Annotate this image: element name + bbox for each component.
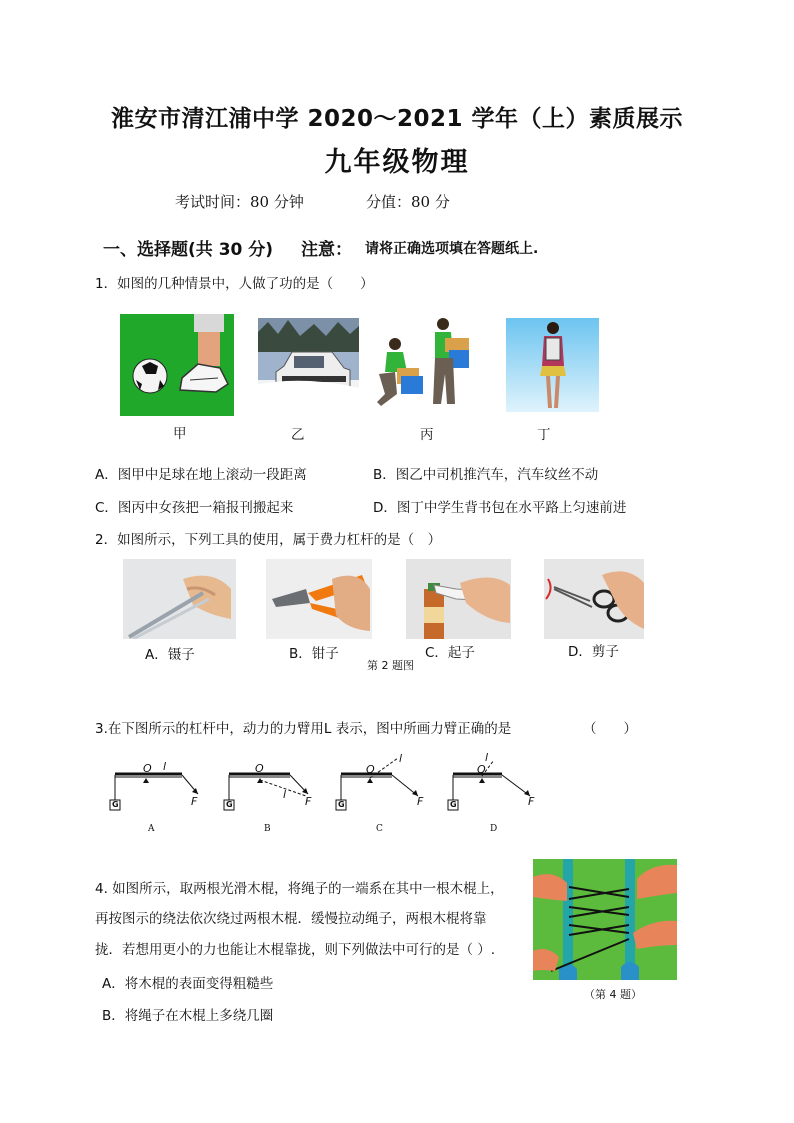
lever-b	[224, 774, 308, 834]
lever-c-letter: C	[376, 824, 383, 834]
q1-option-b: B．图乙中司机推汽车，汽车纹丝不动	[373, 467, 599, 483]
q2-image-tweezers	[123, 559, 236, 639]
q4-figure-caption: （第 4 题）	[584, 988, 642, 1001]
lever-d-o-label: O	[477, 763, 486, 776]
q4-line-2: 再按图示的绕法依次绕过两根木棍．缓慢拉动绳子，两根木棍将靠	[95, 911, 487, 927]
lever-a	[110, 774, 198, 834]
q4-option-b: B．将绳子在木棍上多绕几圈	[102, 1008, 274, 1024]
q4-line-3: 拢．若想用更小的力也能让木棍靠拢，则下列做法中可行的是（ ）.	[95, 942, 496, 958]
lever-a-g-label: G	[112, 800, 119, 809]
lever-a-o-label: O	[143, 762, 152, 775]
q1-caption-yi: 乙	[291, 427, 305, 443]
lever-b-letter: B	[264, 824, 271, 834]
exam-title: 淮安市清江浦中学 2020～2021 学年（上）素质展示	[110, 106, 684, 132]
q2-stem: 2．如图所示，下列工具的使用，属于费力杠杆的是（ ）	[95, 532, 442, 548]
note-text: 请将正确选项填在答题纸上.	[365, 241, 539, 257]
note-label: 注意：	[301, 240, 352, 260]
q3-paren: （ ）	[583, 721, 637, 737]
q2-caption-b: B．钳子	[289, 646, 339, 662]
lever-b-g-label: G	[226, 800, 233, 809]
lever-d-l-label: l	[485, 751, 489, 764]
q4-option-a: A．将木棍的表面变得粗糙些	[102, 976, 274, 992]
lever-d-f-label: F	[528, 795, 535, 808]
exam-score: 分值：80 分	[366, 193, 450, 211]
lever-d-g-label: G	[450, 800, 457, 809]
q1-option-c: C．图丙中女孩把一箱报刊搬起来	[95, 500, 294, 516]
q1-caption-jia: 甲	[173, 426, 187, 442]
exam-time: 考试时间：80 分钟	[175, 193, 304, 211]
q1-image-ding	[506, 318, 599, 412]
section-heading: 一、选择题(共 30 分)	[103, 240, 274, 260]
q2-figure-caption: 第 2 题图	[367, 659, 414, 672]
q4-line-1: 4. 如图所示，取两根光滑木棍，将绳子的一端系在其中一根木棍上，	[95, 881, 504, 897]
lever-b-l-label: l	[283, 788, 287, 801]
q1-option-a: A．图甲中足球在地上滚动一段距离	[95, 467, 307, 483]
lever-b-f-label: F	[305, 795, 312, 808]
q1-image-bing	[373, 314, 471, 412]
q2-caption-c: C．起子	[425, 645, 475, 661]
q2-image-opener	[406, 559, 511, 639]
lever-c-l-label: l	[399, 752, 403, 765]
lever-d	[448, 760, 530, 834]
q2-image-scissors	[544, 559, 644, 639]
q1-option-d: D．图丁中学生背书包在水平路上匀速前进	[373, 500, 627, 516]
lever-d-letter: D	[490, 824, 498, 834]
q1-caption-bing: 丙	[420, 427, 434, 443]
lever-b-o-label: O	[255, 762, 264, 775]
q1-stem: 1．如图的几种情景中，人做了功的是（ ）	[95, 276, 374, 292]
q4-image-sticks-rope	[533, 859, 677, 980]
q3-stem: 3.在下图所示的杠杆中，动力的力臂用L 表示，图中所画力臂正确的是	[95, 721, 512, 737]
lever-c-o-label: O	[366, 763, 375, 776]
lever-a-letter: A	[148, 824, 155, 834]
q2-caption-d: D．剪子	[568, 644, 619, 660]
q1-image-yi	[258, 318, 359, 412]
lever-c-g-label: G	[338, 800, 345, 809]
subject-title: 九年级物理	[324, 147, 470, 178]
lever-a-f-label: F	[191, 795, 198, 808]
lever-c	[336, 758, 418, 834]
lever-a-l-label: l	[163, 760, 167, 773]
q2-caption-a: A．镊子	[145, 647, 195, 663]
lever-c-f-label: F	[417, 795, 424, 808]
q2-image-pliers	[266, 559, 372, 639]
q1-image-jia	[120, 314, 234, 416]
q1-caption-ding: 丁	[537, 427, 551, 443]
